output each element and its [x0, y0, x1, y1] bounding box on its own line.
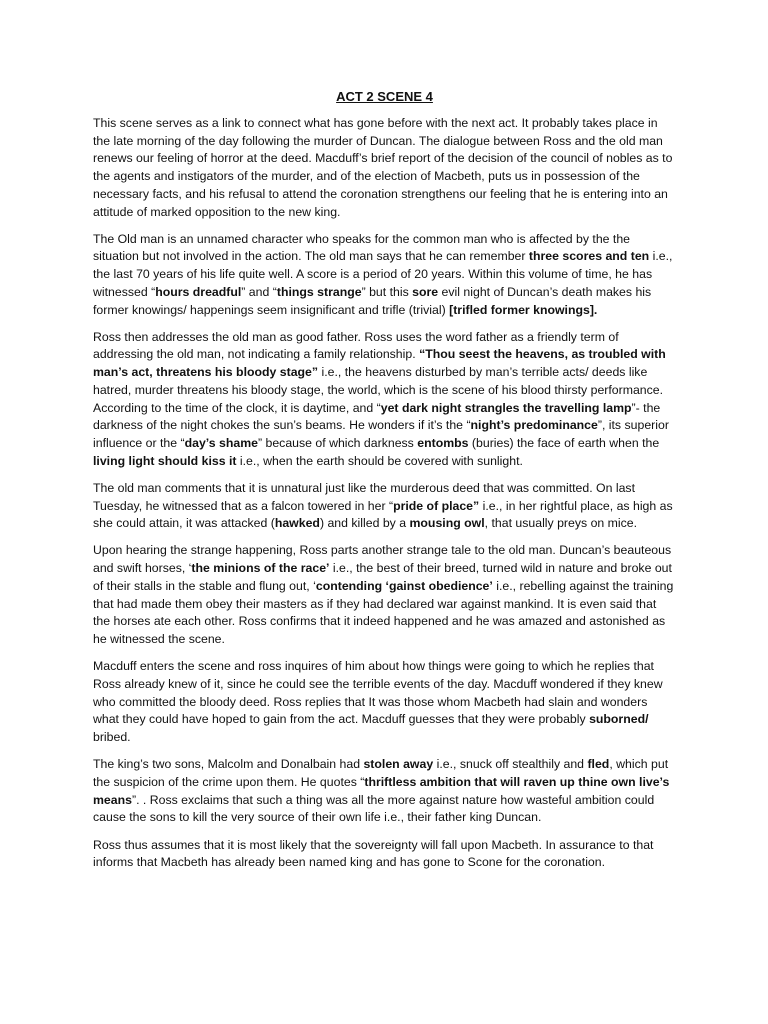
bold-text-run: living light should kiss it	[93, 453, 237, 468]
text-run: Upon hearing the strange happening, Ross parts another strange tale to the old man. Duncan’s beauteous and swift horses, ‘	[93, 543, 672, 576]
bold-text-run: pride of place”	[393, 498, 480, 513]
text-run: The king’s two sons, Malcolm and Donalbain had	[93, 757, 364, 772]
text-run: i.e., snuck off stealthily and	[433, 757, 588, 772]
bold-text-run: hawked	[274, 516, 320, 531]
bold-text-run: things strange	[276, 284, 362, 299]
text-run: The old man comments that it is unnatural just like the murderous deed that was committed. On last Tuesday, he witnessed that as a falcon towered in her “	[93, 480, 635, 513]
document-body	[93, 115, 676, 872]
text-run: Ross thus assumes that it is most likely that the sovereignty will fall upon Macbeth. In assurance to that informs that Macbeth has already been named king and has gone to Scone for the coronation.	[93, 837, 654, 870]
paragraph	[93, 480, 676, 533]
paragraph	[93, 542, 676, 648]
bold-text-run: mousing owl	[409, 516, 485, 531]
text-run: ”. . Ross exclaims that such a thing was all the more against nature how wasteful ambition could cause the sons to kill the very source of their own life i.e., their father king Duncan.	[93, 792, 655, 825]
text-run: The Old man is an unnamed character who speaks for the common man who is affected by the the situation but not involved in the action. The old man says that he can remember	[93, 231, 631, 264]
text-run: ”, its superior influence or the “	[93, 418, 669, 450]
bold-text-run: “Thou seest the heavens, as troubled with man’s act, threatens his bloody stage”	[93, 347, 666, 380]
text-run: i.e., rebelling against the training that had made them obey their masters as if they had declared war against mankind. It is even said that the horses ate each other. Ross confirms that it indeed happened and he was amazed and astonished as he witnessed the scene.	[93, 578, 674, 646]
page-title: ACT 2 SCENE 4	[336, 89, 433, 104]
bold-text-run: yet dark night strangles the travelling lamp	[380, 400, 632, 415]
bold-text-run: hours dreadful	[155, 284, 242, 299]
text-run: i.e., when the earth should be covered with sunlight.	[236, 453, 523, 468]
paragraph	[93, 115, 676, 221]
bold-text-run: contending ‘gainst obedience’	[315, 578, 493, 593]
text-run: Ross then addresses the old man as good father. Ross uses the word father as a friendly term of addressing the old man, not indicating a family relationship.	[93, 329, 619, 362]
bold-text-run: entombs	[417, 435, 469, 450]
bold-text-run: [trifled former knowings].	[449, 302, 598, 317]
text-run: i.e., the heavens disturbed by man’s terrible acts/ deeds like hatred, murder threatens his bloody stage, the world, which is the scene of his blood thirsty performance. According to the time of the clock, it is daytime, and “	[93, 365, 664, 415]
bold-text-run: sore	[412, 284, 439, 299]
bold-text-run: day’s shame	[184, 435, 258, 450]
text-run: ” but this	[361, 284, 413, 299]
text-run: This scene serves as a link to connect what has gone before with the next act. It probably takes place in the late morning of the day following the murder of Duncan. The dialogue between Ross and the old man renews our feeling of horror at the deed. Macduff’s brief report of the decision of the council of nobles as to the agents and instigators of the murder, and of the election of Macbeth, puts us in possession of the necessary facts, and his refusal to attend the coronation strengthens our feeling that he is entering into an attitude of marked opposition to the new king.	[93, 116, 673, 219]
paragraph	[93, 329, 676, 471]
bold-text-run: night’s predominance	[470, 418, 598, 433]
text-run: ) and killed by a	[319, 516, 410, 531]
text-run: i.e., in her rightful place, as high as she could attain, it was attacked (	[93, 498, 673, 531]
paragraph	[93, 658, 676, 747]
text-run: Macduff enters the scene and ross inquires of him about how things were going to which he replies that Ross already knew of it, since he could see the terrible events of the day. Macduff wondered if they knew who committed the bloody deed. Ross replies that It was those whom Macbeth had slain and wonders what they could have hoped to gain from the act. Macduff guesses that they were probably	[93, 659, 663, 727]
text-run: i.e., the last 70 years of his life quite well. A score is a period of 20 years. Within this volume of time, he has witnessed “	[93, 249, 673, 299]
text-run: evil night of Duncan’s death makes his former knowings/ happenings seem insignificant and trifle (trivial)	[93, 284, 652, 317]
text-run: ”- the darkness of the night chokes the sun’s beams. He wonders if it’s the “	[93, 400, 661, 433]
bold-text-run: thriftless ambition that will raven up thine own live’s means	[93, 774, 670, 807]
paragraph	[93, 837, 676, 872]
text-run: ” because of which darkness	[257, 435, 418, 450]
text-run: i.e., the best of their breed, turned wild in nature and broke out of their stalls in the stable and flung out, ‘	[93, 561, 672, 593]
bold-text-run: fled	[587, 757, 610, 772]
text-run: , which put the suspicion of the crime upon them. He quotes “	[93, 757, 669, 789]
bold-text-run: stolen away	[363, 757, 434, 772]
paragraph	[93, 756, 676, 827]
paragraph	[93, 231, 676, 320]
text-run: , that usually preys on mice.	[484, 516, 638, 531]
text-run: ” and “	[241, 284, 277, 299]
bold-text-run: three scores and ten	[528, 249, 650, 264]
text-run: bribed.	[93, 730, 131, 744]
bold-text-run: suborned/	[589, 712, 649, 727]
text-run: (buries) the face of earth when the	[468, 435, 660, 450]
bold-text-run: the minions of the race’	[191, 561, 330, 576]
